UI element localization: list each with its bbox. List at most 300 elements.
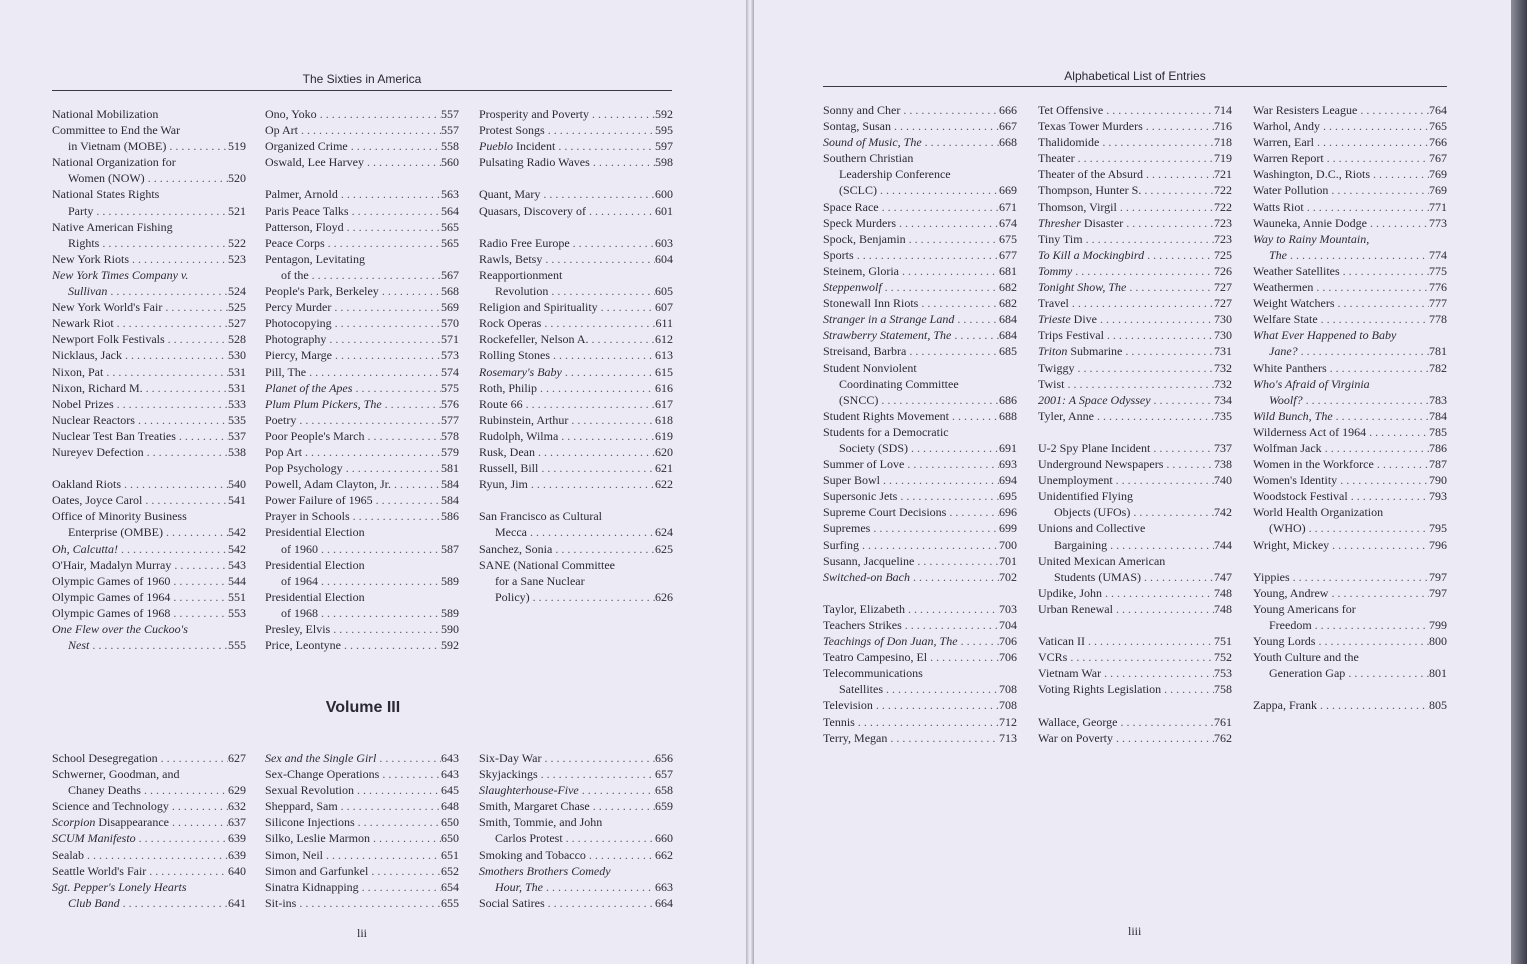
index-entry [52, 283, 246, 299]
leader-dots [1337, 472, 1429, 488]
entry-title: Sullivan [68, 284, 108, 299]
entry-page: 569 [441, 300, 459, 315]
index-entry [823, 537, 1017, 553]
leader-dots [1099, 134, 1214, 150]
leader-dots [298, 122, 441, 138]
entry-title: Texas Tower Murders [1038, 119, 1143, 134]
index-entry [52, 863, 246, 879]
entry-title: Rubinstein, Arthur [479, 412, 569, 427]
leader-dots [1065, 376, 1215, 392]
leader-dots [1370, 166, 1429, 182]
leader-dots [951, 327, 999, 343]
index-entry [1038, 665, 1232, 681]
entry-title: Pop Psychology [265, 461, 343, 476]
left-page [0, 0, 746, 964]
index-entry [265, 122, 459, 138]
index-entry [479, 460, 673, 476]
leader-dots [1069, 295, 1214, 311]
leader-dots [1322, 440, 1429, 456]
entry-page: 587 [441, 541, 459, 556]
page-number: lii [357, 926, 368, 940]
leader-dots [1104, 327, 1214, 343]
index-entry [1253, 585, 1447, 601]
entry-page: 522 [228, 235, 246, 250]
leader-dots [530, 589, 655, 605]
entry-title: Weather Satellites [1253, 263, 1340, 278]
leader-dots [1072, 263, 1214, 279]
leader-dots [143, 380, 228, 396]
entry-title: Terry, Megan [823, 730, 888, 745]
leader-dots [141, 782, 228, 798]
entry-title: Presley, Elvis [265, 622, 331, 636]
leader-dots [883, 681, 999, 697]
leader-dots [918, 295, 999, 311]
entry-page: 797 [1429, 585, 1447, 600]
leader-dots [352, 380, 441, 396]
leader-dots [1141, 182, 1214, 198]
entry-title: Prayer in Schools [265, 509, 350, 524]
entry-page: 617 [655, 396, 673, 411]
leader-dots [1113, 730, 1214, 746]
leader-dots [1333, 408, 1429, 424]
leader-dots [318, 605, 441, 621]
index-entry-line: Student Nonviolent [823, 360, 917, 375]
leader-dots [542, 251, 655, 267]
index-entry [1038, 231, 1232, 247]
leader-dots [1320, 118, 1429, 134]
leader-dots [523, 396, 655, 412]
entry-page: 797 [1429, 569, 1447, 584]
entry-page: 669 [999, 183, 1017, 198]
entry-title: Pill, The [265, 364, 307, 379]
entry-title: Rockefeller, Nelson A. [479, 332, 589, 347]
entry-title: Trieste Dive [1038, 312, 1097, 327]
entry-page: 691 [999, 440, 1017, 455]
entry-page: 584 [441, 493, 459, 508]
leader-dots [379, 283, 441, 299]
index-entry [823, 730, 1017, 746]
leader-dots [1306, 520, 1429, 536]
leader-dots [1117, 199, 1214, 215]
index-entry [52, 605, 246, 621]
entry-gap [1253, 553, 1447, 569]
index-entry [52, 847, 246, 863]
leader-dots [344, 219, 441, 235]
entry-title: Woolf? [1269, 392, 1303, 407]
index-column [265, 106, 459, 653]
entry-page: 535 [228, 412, 246, 427]
entry-title: Weight Watchers [1253, 296, 1335, 311]
index-entry-line: Committee to End the War [52, 123, 181, 138]
entry-page: 774 [1429, 247, 1447, 262]
leader-dots [349, 203, 441, 219]
leader-dots [586, 203, 655, 219]
index-entry [1253, 343, 1447, 359]
index-entry [1038, 199, 1232, 215]
entry-page: 639 [228, 847, 246, 862]
index-entry-line: Presidential Election [265, 589, 365, 604]
index-entry-line: Presidential Election [265, 557, 365, 572]
index-entry [265, 235, 459, 251]
leader-dots [120, 895, 228, 911]
entry-title: Stranger in a Strange Land [823, 312, 955, 327]
entry-title: VCRs [1038, 650, 1068, 665]
index-entry [52, 170, 246, 186]
entry-title: Washington, D.C., Riots [1253, 167, 1371, 182]
index-entry-line: Pentagon, Levitating [265, 251, 365, 266]
right-page [754, 0, 1511, 964]
entry-title: Sanchez, Sonia [479, 541, 553, 556]
entry-title: War Resisters League [1253, 103, 1358, 117]
leader-dots [1315, 633, 1429, 649]
leader-dots [1290, 569, 1429, 585]
leader-dots [904, 456, 999, 472]
leader-dots [905, 601, 999, 617]
index-entry-line: Telecommunications [823, 666, 923, 681]
index-entry [265, 492, 459, 508]
entry-page: 714 [1214, 103, 1232, 117]
entry-title: Ono, Yoko [265, 107, 317, 121]
index-entry-line: Office of Minority Business [52, 509, 187, 524]
index-entry [479, 106, 673, 122]
leader-dots [558, 428, 655, 444]
index-entry [52, 315, 246, 331]
entry-page: 694 [999, 473, 1017, 488]
entry-title: Quasars, Discovery of [479, 203, 586, 218]
entry-title: Urban Renewal [1038, 601, 1113, 616]
entry-page: 604 [655, 251, 673, 266]
entry-page: 622 [655, 477, 673, 492]
entry-title: Photography [265, 332, 327, 347]
entry-title: Power Failure of 1965 [265, 493, 373, 508]
entry-title: Club Band [68, 895, 120, 910]
index-entry-line: Smothers Brothers Comedy [479, 863, 611, 878]
index-entry [265, 444, 459, 460]
index-entry [52, 589, 246, 605]
leader-dots [1345, 665, 1429, 681]
leader-dots [541, 315, 655, 331]
leader-dots [169, 798, 228, 814]
leader-dots [323, 847, 441, 863]
index-entry [479, 186, 673, 202]
entry-title: Olympic Games of 1968 [52, 605, 171, 620]
entry-title: Switched-on Bach [823, 569, 910, 584]
leader-dots [914, 553, 999, 569]
entry-page: 682 [999, 280, 1017, 295]
entry-page: 524 [228, 284, 246, 299]
leader-dots [1067, 649, 1214, 665]
leader-dots [332, 315, 441, 331]
index-entry-line: Southern Christian [823, 151, 914, 166]
entry-title: Quant, Mary [479, 187, 541, 202]
leader-dots [878, 392, 999, 408]
leader-dots [899, 263, 999, 279]
leader-dots [562, 364, 655, 380]
entry-page: 574 [441, 364, 459, 379]
leader-dots [906, 231, 999, 247]
entry-page: 723 [1214, 231, 1232, 246]
leader-dots [552, 541, 655, 557]
index-entry [265, 380, 459, 396]
index-entry [1038, 247, 1232, 263]
index-entry [1038, 327, 1232, 343]
index-entry [1253, 697, 1447, 713]
leader-dots [122, 347, 228, 363]
index-entry [1253, 569, 1447, 585]
index-entry [1038, 440, 1232, 456]
leader-dots [338, 186, 441, 202]
entry-page: 662 [655, 847, 673, 862]
leader-dots [1143, 166, 1214, 182]
leader-dots [538, 460, 655, 476]
entry-title: Rock Operas [479, 316, 542, 331]
leader-dots [570, 235, 655, 251]
entry-page: 592 [441, 638, 459, 653]
leader-dots [99, 235, 228, 251]
entry-title: The [1269, 247, 1287, 262]
index-entry [479, 364, 673, 380]
index-entry [1253, 295, 1447, 311]
entry-page: 776 [1429, 280, 1447, 295]
leader-dots [359, 879, 441, 895]
entry-title: Supremes [823, 521, 871, 536]
index-entry [823, 247, 1017, 263]
entry-title: Prosperity and Poverty [479, 107, 589, 121]
entry-title: of 1960 [281, 541, 318, 556]
entry-title: Watts Riot [1253, 199, 1304, 214]
entry-title: Warren Report [1253, 151, 1324, 166]
leader-dots [354, 782, 441, 798]
entry-title: Simon and Garfunkel [265, 863, 369, 878]
index-entry [479, 428, 673, 444]
index-entry [52, 428, 246, 444]
entry-title: Vatican II [1038, 634, 1085, 649]
header-rule [52, 90, 672, 91]
entry-page: 787 [1429, 457, 1447, 472]
entry-title: Sound of Music, The [823, 135, 922, 150]
entry-title: Unemployment [1038, 473, 1113, 488]
leader-dots [370, 830, 441, 846]
entry-title: Voting Rights Legislation [1038, 682, 1162, 697]
entry-page: 731 [1214, 344, 1232, 359]
entry-title: Welfare State [1253, 312, 1318, 327]
leader-dots [317, 106, 441, 122]
index-entry-line: Youth Culture and the [1253, 650, 1359, 665]
entry-title: Young Lords [1253, 634, 1316, 649]
entry-title: To Kill a Mockingbird [1038, 247, 1145, 262]
index-entry [1038, 263, 1232, 279]
entry-title: Water Pollution [1253, 183, 1329, 198]
index-entry [823, 633, 1017, 649]
entry-gap [265, 170, 459, 186]
entry-page: 777 [1429, 296, 1447, 311]
entry-title: Poetry [265, 412, 297, 427]
index-entry [479, 541, 673, 557]
index-entry [823, 343, 1017, 359]
entry-page: 667 [999, 119, 1017, 134]
index-entry [1253, 456, 1447, 472]
leader-dots [318, 541, 441, 557]
entry-page: 769 [1429, 183, 1447, 198]
leader-dots [897, 488, 999, 504]
leader-dots [1318, 311, 1429, 327]
leader-dots [1150, 440, 1214, 456]
index-entry-line: New York Times Company v. [52, 267, 189, 282]
index-entry [265, 605, 459, 621]
entry-title: Policy) [495, 589, 530, 604]
entry-page: 624 [655, 525, 673, 540]
index-entry [823, 456, 1017, 472]
entry-page: 805 [1429, 698, 1447, 713]
entry-page: 686 [999, 392, 1017, 407]
leader-dots [89, 637, 228, 653]
entry-page: 650 [441, 815, 459, 830]
index-entry [1253, 150, 1447, 166]
entry-title: Television [823, 698, 873, 713]
entry-page: 542 [228, 541, 246, 556]
leader-dots [922, 134, 999, 150]
entry-page: 568 [441, 284, 459, 299]
entry-title: Theater [1038, 151, 1075, 166]
index-entry [479, 879, 673, 895]
index-entry [823, 520, 1017, 536]
entry-page: 520 [228, 171, 246, 186]
leader-dots [142, 492, 228, 508]
index-entry [265, 347, 459, 363]
leader-dots [162, 299, 228, 315]
index-entry [823, 681, 1017, 697]
entry-title: Social Satires [479, 895, 545, 910]
entry-title: Nureyev Defection [52, 444, 144, 459]
index-entry [479, 347, 673, 363]
leader-dots [1141, 569, 1214, 585]
index-entry [823, 472, 1017, 488]
entry-page: 625 [655, 541, 673, 556]
entry-page: 641 [228, 895, 246, 910]
entry-page: 735 [1214, 408, 1232, 423]
entry-page: 671 [999, 199, 1017, 214]
entry-title: Roth, Philip [479, 380, 538, 395]
entry-page: 640 [228, 863, 246, 878]
leader-dots [1122, 343, 1214, 359]
entry-title: Streisand, Barbra [823, 344, 907, 359]
index-entry [52, 798, 246, 814]
leader-dots [543, 879, 655, 895]
entry-page: 659 [655, 799, 673, 814]
leader-dots [906, 343, 999, 359]
entry-title: Revolution [495, 284, 549, 299]
index-column [479, 750, 673, 911]
leader-dots [1303, 392, 1429, 408]
leader-dots [1126, 279, 1214, 295]
entry-title: Six-Day War [479, 751, 542, 765]
entry-title: Twiggy [1038, 360, 1075, 375]
entry-page: 766 [1429, 135, 1447, 150]
index-entry [265, 283, 459, 299]
entry-title: Theater of the Absurd [1038, 167, 1143, 182]
index-entry [265, 396, 459, 412]
index-entry [1253, 472, 1447, 488]
leader-dots [1144, 247, 1214, 263]
entry-title: Carlos Protest [495, 831, 563, 846]
entry-title: Poor People's March [265, 428, 365, 443]
index-entry [479, 380, 673, 396]
index-entry [265, 138, 459, 154]
index-entry-line: Smith, Tommie, and John [479, 815, 603, 830]
entry-title: Wright, Mickey [1253, 537, 1330, 552]
entry-page: 708 [999, 682, 1017, 697]
leader-dots [325, 235, 441, 251]
index-entry [1038, 279, 1232, 295]
leader-dots [1143, 118, 1214, 134]
entry-page: 613 [655, 348, 673, 363]
leader-dots [882, 279, 999, 295]
entry-title: Pulsating Radio Waves [479, 155, 590, 170]
entry-page: 577 [441, 412, 459, 427]
leader-dots [1313, 279, 1429, 295]
leader-dots [1101, 665, 1214, 681]
entry-page: 767 [1429, 151, 1447, 166]
leader-dots [1357, 102, 1429, 118]
index-entry [265, 315, 459, 331]
entry-title: Percy Murder [265, 300, 332, 315]
entry-title: Wilderness Act of 1964 [1253, 424, 1367, 439]
leader-dots [1348, 488, 1429, 504]
leader-dots [146, 863, 228, 879]
index-entry [479, 122, 673, 138]
index-entry [52, 203, 246, 219]
entry-page: 576 [441, 396, 459, 411]
leader-dots [103, 364, 228, 380]
entry-page: 677 [999, 247, 1017, 262]
entry-page: 658 [655, 783, 673, 798]
entry-page: 764 [1429, 103, 1447, 117]
leader-dots [590, 154, 655, 170]
index-entry [1253, 279, 1447, 295]
entry-title: Mecca [495, 525, 527, 540]
index-entry [1253, 408, 1447, 424]
entry-page: 537 [228, 428, 246, 443]
entry-page: 796 [1429, 537, 1447, 552]
entry-title: Vietnam War [1038, 666, 1102, 681]
index-entry [1038, 456, 1232, 472]
leader-dots [538, 766, 655, 782]
entry-title: Society (SDS) [839, 440, 908, 455]
leader-dots [1328, 182, 1429, 198]
entry-title: Rudolph, Wilma [479, 428, 559, 443]
index-entry [1253, 537, 1447, 553]
entry-page: 611 [655, 316, 673, 331]
entry-page: 713 [999, 730, 1017, 745]
leader-dots [114, 315, 228, 331]
entry-page: 706 [999, 650, 1017, 665]
entry-title: Teachings of Don Juan, The [823, 634, 958, 649]
index-entry [265, 863, 459, 879]
entry-title: 2001: A Space Odyssey [1038, 392, 1151, 407]
entry-page: 620 [655, 444, 673, 459]
leader-dots [169, 814, 228, 830]
entry-title: Triton Submarine [1038, 344, 1123, 359]
leader-dots [355, 814, 441, 830]
leader-dots [306, 364, 441, 380]
index-column [823, 102, 1017, 746]
entry-title: Trips Festival [1038, 328, 1104, 343]
index-entry [1253, 665, 1447, 681]
index-entry [1038, 730, 1232, 746]
entry-gap [1253, 681, 1447, 697]
entry-title: Women's Identity [1253, 473, 1338, 488]
leader-dots [1107, 537, 1214, 553]
